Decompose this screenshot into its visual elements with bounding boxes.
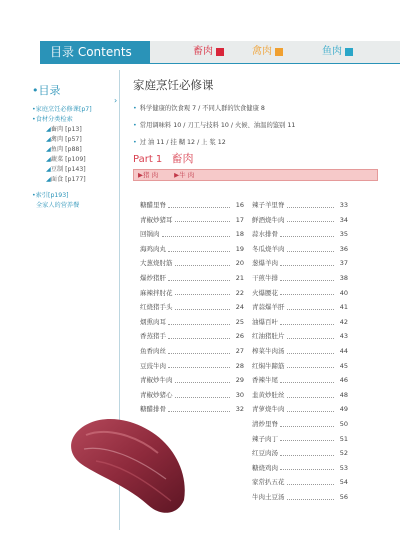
page-number: 29 <box>235 376 244 385</box>
sidebar-subitem[interactable] <box>32 125 117 135</box>
recipe-entry[interactable] <box>252 256 348 271</box>
recipe-entry[interactable] <box>140 227 244 242</box>
dot-leader <box>280 440 334 441</box>
recipe-name: 青椒炒猪心 <box>140 390 173 399</box>
recipe-name: 豆豉牛肉 <box>140 361 166 370</box>
orange-square-icon <box>275 48 283 56</box>
dot-leader <box>168 338 230 339</box>
recipe-name: 清炒里脊 <box>252 419 278 428</box>
bullet-icon: • <box>133 105 137 112</box>
recipe-name: 爆炒猪肝 <box>140 273 166 282</box>
recipe-name: 红烧猪手头 <box>140 303 173 312</box>
sidebar-item-ingredient-index[interactable]: •食材分类检索 <box>32 116 73 123</box>
recipe-name: 鱼香肉丝 <box>140 346 166 355</box>
part-title: 畜肉 <box>171 152 194 165</box>
recipe-name: 香蒸猪手 <box>140 332 166 341</box>
recipe-name: 海鸡肉丸 <box>140 244 166 253</box>
triangle-icon: ◢ <box>46 146 51 153</box>
sidebar-subitem-label: 畜肉 [p13] <box>50 126 82 133</box>
recipe-name: 红焖牛蹄筋 <box>252 361 285 370</box>
recipe-name: 葱爆羊肉 <box>252 259 278 268</box>
category-poultry[interactable] <box>252 45 283 58</box>
page-number: 38 <box>339 273 348 282</box>
recipe-name: 辣子羊里脊 <box>252 201 285 209</box>
triangle-icon: ◢ <box>46 156 51 163</box>
recipe-entry[interactable] <box>252 417 348 432</box>
category-livestock[interactable] <box>193 45 224 58</box>
contents-title: 目录 Contents <box>40 41 150 63</box>
dot-leader <box>168 207 230 208</box>
dot-leader <box>175 382 231 383</box>
chevron-right-icon: › <box>114 96 118 105</box>
dot-leader <box>175 265 231 266</box>
tab-beef[interactable]: ▶牛 肉 <box>174 171 195 179</box>
intro-text: 过 油 11 / 挂 糊 12 / 上 浆 12 <box>139 139 226 146</box>
tab-pork[interactable]: ▶猪 肉 <box>138 171 159 179</box>
triangle-icon: ◢ <box>46 136 51 143</box>
recipe-entry[interactable] <box>252 344 348 359</box>
page-number: 16 <box>235 201 244 209</box>
page-number: 19 <box>235 244 244 253</box>
page-number: 37 <box>339 259 348 268</box>
main-section <box>133 72 393 154</box>
recipe-name: 烟熏肉耳 <box>140 317 166 326</box>
recipe-entry[interactable] <box>252 300 348 315</box>
category-label: 禽肉 <box>252 46 272 57</box>
recipe-entry[interactable] <box>140 373 244 388</box>
category-fish[interactable] <box>322 45 353 58</box>
dot-leader <box>287 251 335 252</box>
page-number: 53 <box>339 463 348 472</box>
page-number: 34 <box>339 215 348 224</box>
recipe-name: 青椒炒猪耳 <box>140 215 173 224</box>
recipe-entry[interactable] <box>140 242 244 257</box>
recipe-name: 香辣牛尾 <box>252 376 278 385</box>
dot-leader <box>175 221 231 222</box>
recipe-name: 油爆百叶 <box>252 317 278 326</box>
recipe-name: 糖醋里脊 <box>140 201 166 209</box>
recipe-entry[interactable] <box>140 256 244 271</box>
dot-leader <box>287 309 335 310</box>
header-underline <box>40 63 400 64</box>
recipe-name: 红豆肉汤 <box>252 449 278 458</box>
dot-leader <box>287 499 335 500</box>
recipe-name: 鲜酒烧牛肉 <box>252 215 285 224</box>
recipe-entry[interactable] <box>140 213 244 228</box>
dot-leader <box>168 324 230 325</box>
dot-leader <box>280 294 334 295</box>
recipe-name: 青萝烧牛肉 <box>252 405 285 414</box>
recipe-name: 回锅肉 <box>140 230 160 239</box>
bullet-icon: • <box>133 139 137 146</box>
page-number: 35 <box>339 230 348 239</box>
recipe-name: 青椒炒牛肉 <box>140 376 173 385</box>
triangle-icon: ◢ <box>46 166 51 173</box>
category-label: 鱼肉 <box>322 46 342 57</box>
sidebar-subitem[interactable] <box>32 145 117 155</box>
dot-leader <box>287 484 335 485</box>
recipe-entry[interactable] <box>252 490 348 505</box>
recipe-entry[interactable] <box>140 344 244 359</box>
recipe-entry[interactable] <box>252 329 348 344</box>
page-number: 54 <box>339 478 348 487</box>
dot-leader <box>280 469 334 470</box>
page-number: 48 <box>339 390 348 399</box>
page-number: 42 <box>339 317 348 326</box>
page-number: 25 <box>235 317 244 326</box>
sidebar-subitem[interactable] <box>32 155 117 165</box>
sidebar-subitem[interactable] <box>32 135 117 145</box>
sidebar-subitem[interactable] <box>32 175 117 185</box>
page-number: 51 <box>339 434 348 443</box>
sidebar-subitem-label: 蔬菜 [p109] <box>50 156 86 163</box>
part-heading <box>133 150 193 166</box>
recipe-entry[interactable] <box>140 329 244 344</box>
page-number: 20 <box>235 259 244 268</box>
recipe-name: 糖烧鸡肉 <box>252 463 278 472</box>
sidebar-subitem-label: 豆制 [p143] <box>50 166 86 173</box>
sidebar-title: •目录 <box>32 84 61 97</box>
recipe-name: 糖醋排骨 <box>140 405 166 414</box>
dot-leader <box>287 367 335 368</box>
dot-leader <box>287 397 335 398</box>
dot-leader <box>168 280 230 281</box>
recipe-name: 青蒜爆羊肝 <box>252 303 285 312</box>
dot-leader <box>162 236 231 237</box>
recipe-entry[interactable] <box>252 271 348 286</box>
sidebar-item-basics[interactable]: •家庭烹饪必修课[p7] <box>32 106 92 113</box>
triangle-icon: ◢ <box>46 126 51 133</box>
recipe-entry[interactable] <box>140 359 244 374</box>
recipe-name: 火爆腰花 <box>252 288 278 297</box>
recipe-name: 韭黄炒肚丝 <box>252 390 285 399</box>
page-number: 30 <box>235 390 244 399</box>
recipe-entry[interactable] <box>252 315 348 330</box>
part-number: Part 1 <box>133 154 163 165</box>
page-number: 56 <box>339 492 348 501</box>
sidebar-subitem[interactable] <box>32 165 117 175</box>
page-number: 17 <box>235 215 244 224</box>
recipe-entry[interactable] <box>140 315 244 330</box>
dot-leader <box>280 455 334 456</box>
recipe-list-left <box>140 198 244 417</box>
recipe-entry[interactable] <box>252 432 348 447</box>
subtab-bar <box>133 169 378 181</box>
intro-text: 科学健康的饮食观 7 / 不同人群的饮食健康 8 <box>139 105 265 112</box>
page-number: 32 <box>235 405 244 414</box>
recipe-name: 红油猪肚片 <box>252 332 285 341</box>
page-number: 45 <box>339 361 348 370</box>
recipe-list-right <box>252 198 348 504</box>
dot-leader <box>287 411 335 412</box>
recipe-name: 辣子肉丁 <box>252 434 278 443</box>
recipe-name: 麻辣拌肘花 <box>140 288 173 297</box>
page-number: 41 <box>339 303 348 312</box>
recipe-entry[interactable] <box>252 475 348 490</box>
intro-line <box>133 103 393 120</box>
recipe-entry[interactable] <box>252 446 348 461</box>
sidebar-subitem-label: 面食 [p177] <box>50 176 86 183</box>
page-number: 49 <box>339 405 348 414</box>
page-number: 50 <box>339 419 348 428</box>
sidebar <box>32 82 117 211</box>
bullet-icon: • <box>133 122 137 129</box>
page-number: 21 <box>235 273 244 282</box>
dot-leader <box>287 207 335 208</box>
recipe-entry[interactable] <box>140 388 244 403</box>
page-number: 44 <box>339 346 348 355</box>
recipe-entry[interactable] <box>140 271 244 286</box>
recipe-name: 冬瓜烧羊肉 <box>252 244 285 253</box>
recipe-name: 蒜水排骨 <box>252 230 278 239</box>
sidebar-item-index[interactable]: •索引[p193] <box>32 192 69 199</box>
page-number: 22 <box>235 288 244 297</box>
intro-text: 常用调味料 10 / 刀工与技料 10 / 火候、油温的鉴别 11 <box>139 122 296 129</box>
page-number: 43 <box>339 332 348 341</box>
recipe-entry[interactable] <box>252 213 348 228</box>
sidebar-item-family-meals[interactable]: 全家人的营养餐 <box>36 202 80 209</box>
page-number: 46 <box>339 376 348 385</box>
dot-leader <box>280 265 334 266</box>
recipe-entry[interactable] <box>252 461 348 476</box>
recipe-name: 榨菜牛肉汤 <box>252 346 285 355</box>
recipe-entry[interactable] <box>252 359 348 374</box>
page-number: 40 <box>339 288 348 297</box>
recipe-entry[interactable] <box>252 286 348 301</box>
dot-leader <box>287 338 335 339</box>
dot-leader <box>280 426 334 427</box>
recipe-name: 牛肉土豆汤 <box>252 492 285 501</box>
page-number: 18 <box>235 230 244 239</box>
intro-line <box>133 120 393 137</box>
page-number: 26 <box>235 332 244 341</box>
triangle-icon: ◢ <box>46 176 51 183</box>
blue-square-icon <box>345 48 353 56</box>
header <box>0 0 400 64</box>
dot-leader <box>168 367 230 368</box>
recipe-name: 家常扒五花 <box>252 478 285 487</box>
recipe-name: 大葱烧肘筋 <box>140 259 173 268</box>
dot-leader <box>287 221 335 222</box>
red-square-icon <box>216 48 224 56</box>
sidebar-subitem-label: 鱼肉 [p88] <box>50 146 82 153</box>
section-title: 家庭烹饪必修课 <box>133 78 214 92</box>
recipe-name: 干煎牛排 <box>252 273 278 282</box>
category-label: 畜肉 <box>193 46 213 57</box>
recipe-entry[interactable] <box>252 388 348 403</box>
recipe-entry[interactable] <box>252 373 348 388</box>
recipe-entry[interactable] <box>252 227 348 242</box>
recipe-entry[interactable] <box>252 242 348 257</box>
recipe-entry[interactable] <box>140 300 244 315</box>
dot-leader <box>175 309 231 310</box>
recipe-entry[interactable] <box>252 198 348 213</box>
page-number: 36 <box>339 244 348 253</box>
dot-leader <box>280 324 334 325</box>
dot-leader <box>280 382 334 383</box>
dot-leader <box>168 353 230 354</box>
dot-leader <box>175 397 231 398</box>
beef-tenderloin-image <box>66 405 191 520</box>
dot-leader <box>280 236 334 237</box>
page-number: 33 <box>339 201 348 209</box>
dot-leader <box>287 353 335 354</box>
dot-leader <box>175 294 231 295</box>
page-number: 52 <box>339 449 348 458</box>
recipe-entry[interactable] <box>140 198 244 213</box>
dot-leader <box>168 251 230 252</box>
page-number: 28 <box>235 361 244 370</box>
page-number: 24 <box>235 303 244 312</box>
recipe-entry[interactable] <box>140 286 244 301</box>
page-number: 27 <box>235 346 244 355</box>
dot-leader <box>280 280 334 281</box>
recipe-entry[interactable] <box>252 402 348 417</box>
sidebar-subitem-label: 禽肉 [p57] <box>50 136 82 143</box>
